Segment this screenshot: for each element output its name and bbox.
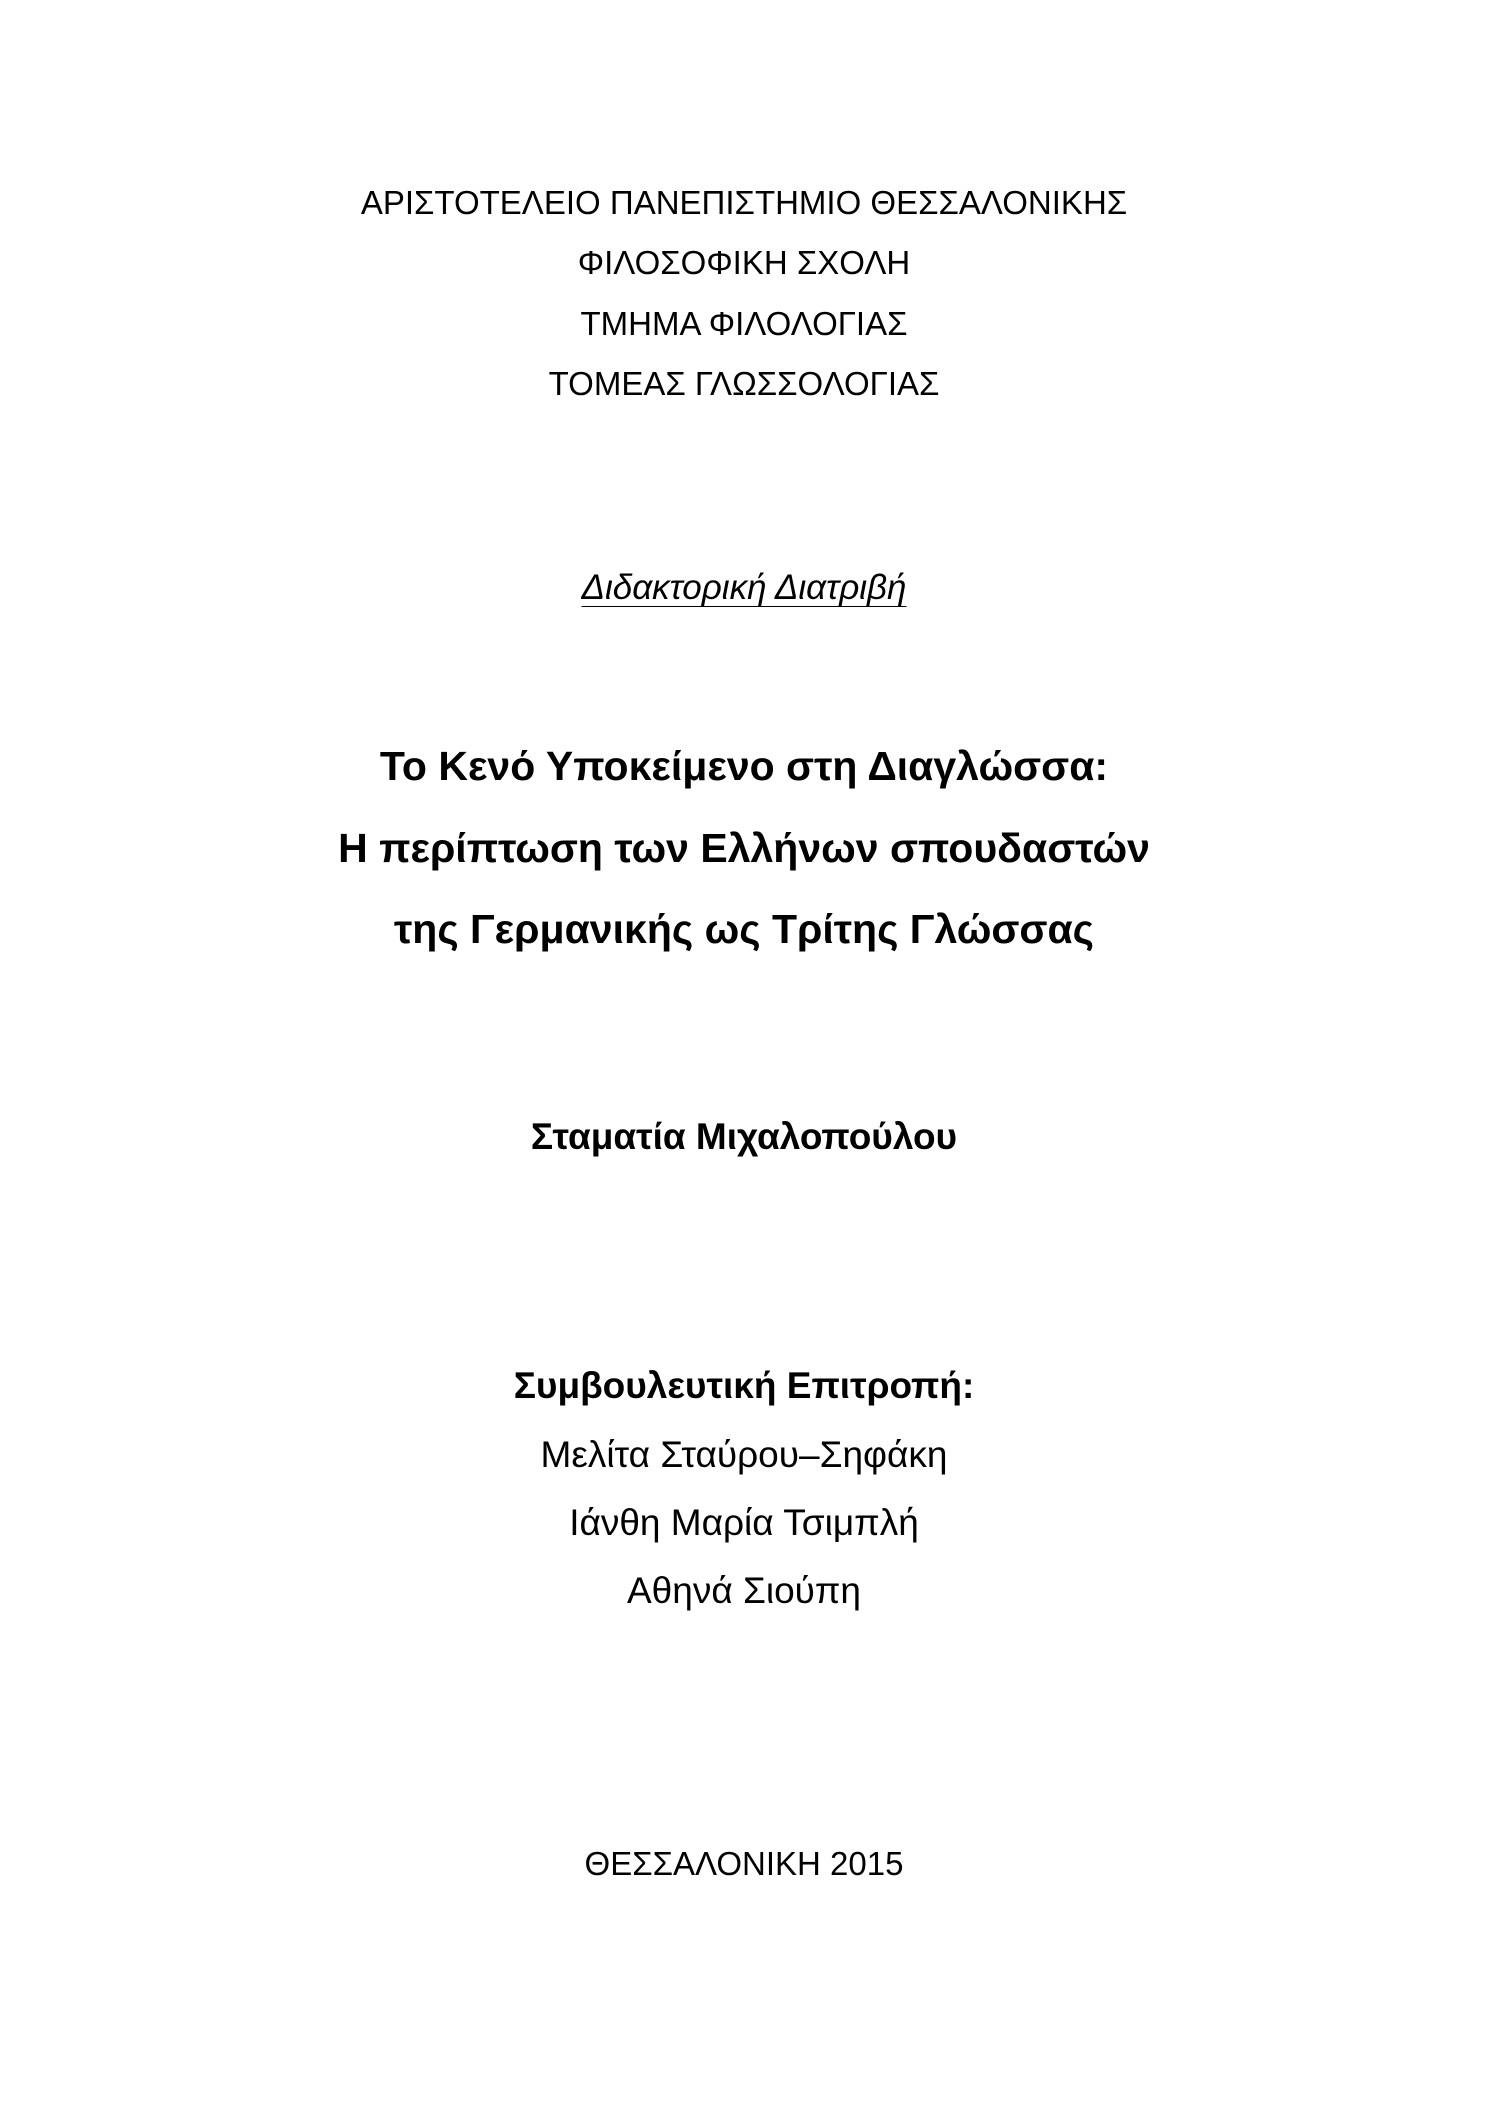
document-type-text: Διδακτορική Διατριβή — [581, 568, 907, 607]
department-name: ΤΜΗΜΑ ΦΙΛΟΛΟΓΙΑΣ — [580, 305, 908, 342]
committee-member: Ιάνθη Μαρία Τσιμπλή — [569, 1502, 919, 1543]
sector-name: ΤΟΜΕΑΣ ΓΛΩΣΣΟΛΟΓΙΑΣ — [548, 365, 940, 402]
thesis-title-line-2: Η περίπτωση των Ελλήνων σπουδαστών — [338, 825, 1150, 871]
place-and-year: ΘΕΣΣΑΛΟΝΙΚΗ 2015 — [584, 1845, 904, 1882]
committee-heading: Συμβουλευτική Επιτροπή: — [513, 1365, 975, 1406]
thesis-title-line-1: Το Κενό Υποκείμενο στη Διαγλώσσα: — [379, 743, 1109, 789]
school-name: ΦΙΛΟΣΟΦΙΚΗ ΣΧΟΛΗ — [577, 244, 911, 281]
document-type-label — [0, 566, 1488, 610]
committee-member: Αθηνά Σιούπη — [626, 1570, 861, 1611]
author-name: Σταματία Μιχαλοπούλου — [530, 1116, 958, 1157]
thesis-title-line-3: της Γερμανικής ως Τρίτης Γλώσσας — [393, 906, 1095, 952]
committee-member: Μελίτα Σταύρου–Σηφάκη — [540, 1434, 948, 1475]
university-name: ΑΡΙΣΤΟΤΕΛΕΙΟ ΠΑΝΕΠΙΣΤΗΜΙΟ ΘΕΣΣΑΛΟΝΙΚΗΣ — [360, 184, 1128, 221]
